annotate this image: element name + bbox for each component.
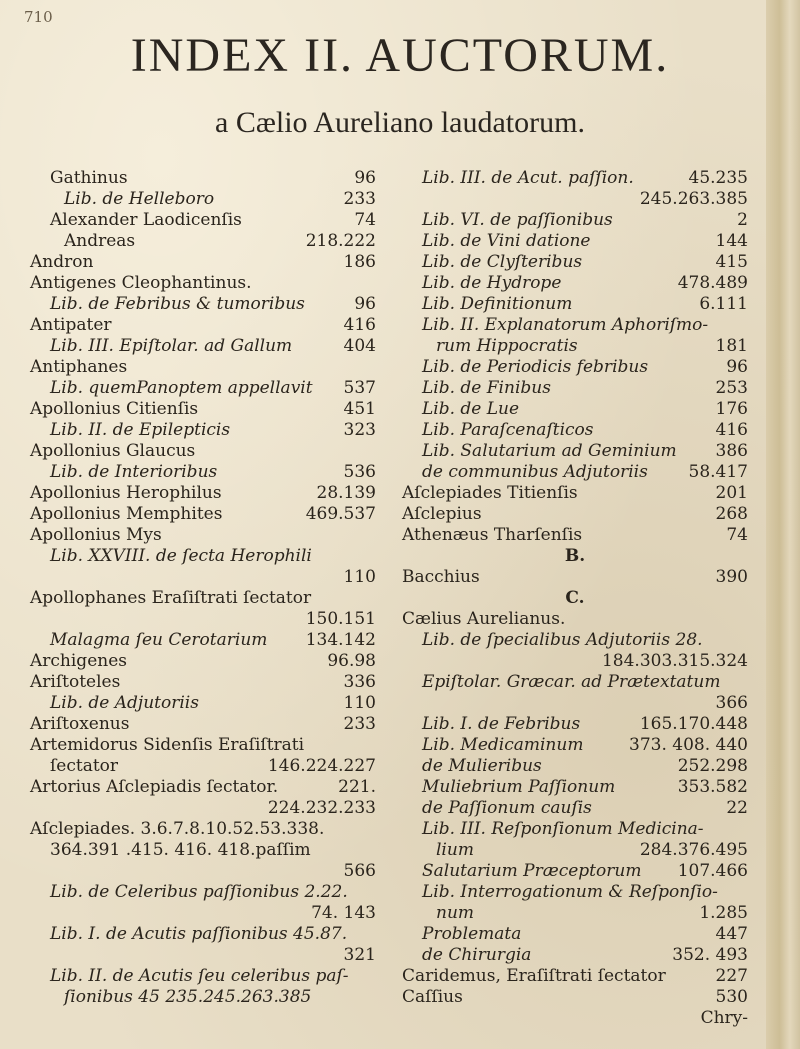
entry-text: 364.391 .415. 416. 418.paſſim xyxy=(50,840,311,860)
entry-text: Archigenes xyxy=(30,651,127,671)
entry-page-ref: 447 xyxy=(715,924,748,944)
index-entry xyxy=(30,189,376,210)
entry-page-ref: 373. 408. 440 xyxy=(629,735,748,755)
index-entry xyxy=(402,840,748,861)
page-number: 710 xyxy=(24,8,53,26)
entry-page-ref: 74 xyxy=(726,525,748,545)
entry-text: Antiphanes xyxy=(30,357,128,377)
index-entry xyxy=(402,210,748,231)
entry-page-ref: 184.303.315.324 xyxy=(601,651,748,671)
entry-text: Lib. II. de Acutis ſeu celeribus paſ- xyxy=(50,966,349,986)
index-entry xyxy=(30,504,376,525)
index-entry xyxy=(30,903,376,924)
index-entry xyxy=(30,945,376,966)
entry-page-ref: 74. 143 xyxy=(311,903,376,923)
entry-page-ref: 268 xyxy=(715,504,748,524)
entry-text: Apollonius Memphites xyxy=(30,504,223,524)
index-entry xyxy=(402,504,748,525)
entry-text: Ariſtoteles xyxy=(30,672,121,692)
index-entry xyxy=(402,252,748,273)
entry-text: Apollonius Citienſis xyxy=(30,399,199,419)
entry-text: Ariſtoxenus xyxy=(30,714,130,734)
entry-text: Problemata xyxy=(422,924,522,944)
entry-text xyxy=(402,693,748,714)
entry-text: Andron xyxy=(30,252,94,272)
index-entry xyxy=(402,882,748,903)
entry-text: Lib. I. de Febribus xyxy=(422,714,581,734)
entry-text: Apollonius Glaucus xyxy=(30,441,196,461)
entry-text: num xyxy=(436,903,475,923)
entry-page-ref: 96 xyxy=(354,294,376,314)
entry-text: de communibus Adjutoriis xyxy=(422,462,648,482)
index-entry xyxy=(402,756,748,777)
index-entry xyxy=(30,294,376,315)
section-letter: C. xyxy=(565,588,585,608)
index-entry xyxy=(402,966,748,987)
index-entry xyxy=(30,777,376,798)
entry-text: Lib. Definitionum xyxy=(422,294,573,314)
entry-page-ref: 353.582 xyxy=(677,777,748,797)
entry-text: Cælius Aurelianus. xyxy=(402,609,566,629)
entry-page-ref: 404 xyxy=(343,336,376,356)
index-entry xyxy=(30,567,376,588)
index-entry xyxy=(30,819,376,840)
index-entry xyxy=(402,945,748,966)
entry-text: de Chirurgia xyxy=(422,945,532,965)
entry-text: Caridemus, Eraſiſtrati ſectator xyxy=(402,966,666,986)
index-entry xyxy=(402,987,748,1008)
entry-page-ref: 386 xyxy=(715,441,748,461)
entry-page-ref: 415 xyxy=(715,252,748,272)
entry-text: Lib. Paraſcenaſticos xyxy=(422,420,594,440)
index-entry xyxy=(30,861,376,882)
entry-page-ref: 134.142 xyxy=(305,630,376,650)
page-edge xyxy=(766,0,800,1049)
index-entry xyxy=(30,882,376,903)
entry-page-ref: 45.235 xyxy=(688,168,748,188)
entry-text: Athenæus Tharſenſis xyxy=(402,525,583,545)
index-entry xyxy=(402,441,748,462)
entry-page-ref: 352. 493 xyxy=(672,945,748,965)
index-entry xyxy=(30,483,376,504)
entry-text: rum Hippocratis xyxy=(436,336,578,356)
entry-page-ref: 1.285 xyxy=(699,903,748,923)
entry-text: Lib. VI. de paſſionibus xyxy=(422,210,613,230)
entry-text: Lib. I. de Acutis paſſionibus 45.87. xyxy=(50,924,348,944)
index-entry xyxy=(402,399,748,420)
entry-page-ref: 110 xyxy=(343,567,376,587)
index-entry xyxy=(30,336,376,357)
entry-page-ref: 110 xyxy=(343,693,376,713)
index-entry xyxy=(30,231,376,252)
entry-text: de Paſſionum cauſis xyxy=(422,798,592,818)
entry-page-ref: 28.139 xyxy=(316,483,376,503)
index-entry xyxy=(30,525,376,546)
index-entry xyxy=(402,483,748,504)
entry-text: Apollophanes Eraſiſtrati ſectator xyxy=(30,588,312,608)
entry-page-ref: 530 xyxy=(715,987,748,1007)
entry-page-ref: 165.170.448 xyxy=(639,714,748,734)
index-entry xyxy=(402,693,748,714)
entry-page-ref: 252.298 xyxy=(677,756,748,776)
entry-text: Epiſtolar. Græcar. ad Prætextatum xyxy=(422,672,721,692)
entry-text: Lib. XXVIII. de ſecta Herophili xyxy=(50,546,312,566)
entry-text: Lib. de Helleboro xyxy=(64,189,215,209)
entry-text: Lib. de Celeribus paſſionibus 2.22. xyxy=(50,882,348,902)
entry-text: Apollonius Mys xyxy=(30,525,162,545)
entry-text: Lib. de Finibus xyxy=(422,378,551,398)
index-entry xyxy=(30,798,376,819)
index-entry xyxy=(30,168,376,189)
entry-page-ref: 176 xyxy=(715,399,748,419)
entry-text: Lib. de Vini datione xyxy=(422,231,591,251)
entry-page-ref: 96.98 xyxy=(327,651,376,671)
index-entry xyxy=(30,420,376,441)
index-entry xyxy=(402,357,748,378)
entry-text: Malagma ſeu Cerotarium xyxy=(50,630,268,650)
entry-text: Caſſius xyxy=(402,987,463,1007)
entry-text: Artorius Aſclepiadis ſectator. xyxy=(30,777,279,797)
entry-text: Lib. de Interioribus xyxy=(50,462,218,482)
entry-page-ref: 478.489 xyxy=(677,273,748,293)
index-entry xyxy=(402,903,748,924)
entry-text: Lib. de ſpecialibus Adjutoriis 28. xyxy=(422,630,703,650)
entry-page-ref: 233 xyxy=(343,189,376,209)
entry-page-ref: 536 xyxy=(343,462,376,482)
entry-text: Artemidorus Sidenſis Eraſiſtrati xyxy=(30,735,305,755)
entry-page-ref: 96 xyxy=(726,357,748,377)
entry-page-ref: 181 xyxy=(715,336,748,356)
entry-page-ref: 227 xyxy=(715,966,748,986)
entry-page-ref: 390 xyxy=(715,567,748,587)
entry-page-ref: 233 xyxy=(343,714,376,734)
index-entry xyxy=(402,1008,748,1029)
entry-page-ref: 22 xyxy=(726,798,748,818)
entry-text: lium xyxy=(436,840,474,860)
entry-page-ref: 74 xyxy=(354,210,376,230)
index-entry xyxy=(402,714,748,735)
entry-text: Lib. de Febribus & tumoribus xyxy=(50,294,305,314)
entry-text: Lib. II. de Epilepticis xyxy=(50,420,231,440)
entry-page-ref: 323 xyxy=(343,420,376,440)
entry-text: ſionibus 45 235.245.263.385 xyxy=(64,987,312,1007)
entry-page-ref: 107.466 xyxy=(677,861,748,881)
entry-text: Antipater xyxy=(30,315,112,335)
index-entry xyxy=(30,441,376,462)
entry-page-ref: Chry- xyxy=(700,1008,748,1028)
entry-text xyxy=(30,861,376,882)
index-entry xyxy=(402,861,748,882)
index-entry xyxy=(402,336,748,357)
entry-text: Lib. III. Epiſtolar. ad Gallum xyxy=(50,336,293,356)
entry-text: Lib. de Adjutoriis xyxy=(50,693,199,713)
index-entry xyxy=(402,609,748,630)
index-entry xyxy=(30,714,376,735)
index-entry xyxy=(30,378,376,399)
index-entry xyxy=(402,231,748,252)
entry-page-ref: 144 xyxy=(715,231,748,251)
left-column xyxy=(30,168,376,1038)
entry-text xyxy=(30,945,376,966)
entry-text: Lib. de Hydrope xyxy=(422,273,562,293)
page-subtitle: a Cælio Aureliano laudatorum. xyxy=(215,106,585,139)
index-entry xyxy=(402,315,748,336)
entry-page-ref: 224.232.233 xyxy=(267,798,376,818)
index-entry xyxy=(30,357,376,378)
index-entry xyxy=(30,693,376,714)
index-entry xyxy=(402,588,748,609)
entry-text: Andreas xyxy=(64,231,136,251)
entry-page-ref: 201 xyxy=(715,483,748,503)
entry-page-ref: 221. xyxy=(338,777,376,797)
entry-text: Lib. de Clyſteribus xyxy=(422,252,583,272)
index-entry xyxy=(402,735,748,756)
entry-page-ref: 2 xyxy=(737,210,748,230)
entry-page-ref: 537 xyxy=(343,378,376,398)
index-entry xyxy=(30,966,376,987)
index-entry xyxy=(30,588,376,609)
entry-page-ref: 253 xyxy=(715,378,748,398)
entry-page-ref: 284.376.495 xyxy=(639,840,748,860)
entry-text: Lib. III. Reſponſionum Medicina- xyxy=(422,819,704,839)
entry-text: Salutarium Præceptorum xyxy=(422,861,642,881)
index-entry xyxy=(30,252,376,273)
index-entry xyxy=(30,462,376,483)
entry-text: Aſclepius xyxy=(402,504,482,524)
index-entry xyxy=(402,189,748,210)
index-entry xyxy=(30,924,376,945)
entry-page-ref: 146.224.227 xyxy=(267,756,376,776)
entry-text: Antigenes Cleophantinus. xyxy=(30,273,252,293)
index-entry xyxy=(402,567,748,588)
index-entry xyxy=(402,798,748,819)
entry-text: ſectator xyxy=(50,756,119,776)
index-entry xyxy=(30,735,376,756)
entry-page-ref: 469.537 xyxy=(305,504,376,524)
entry-page-ref: 6.111 xyxy=(699,294,748,314)
entry-text: Lib. III. de Acut. paſſion. xyxy=(422,168,634,188)
entry-text xyxy=(30,567,376,588)
entry-text: Lib. II. Explanatorum Aphoriſmo- xyxy=(422,315,709,335)
entry-text: Muliebrium Paſſionum xyxy=(422,777,616,797)
section-letter: B. xyxy=(564,546,586,566)
index-entry xyxy=(402,672,748,693)
entry-text: Aſclepiades. 3.6.7.8.10.52.53.338. xyxy=(30,819,325,839)
entry-text: Gathinus xyxy=(50,168,128,188)
entry-text: de Mulieribus xyxy=(422,756,542,776)
entry-text: Lib. Salutarium ad Geminium xyxy=(422,441,677,461)
index-entry xyxy=(30,273,376,294)
entry-text: Lib. Interrogationum & Reſponſio- xyxy=(422,882,718,902)
index-entry xyxy=(402,651,748,672)
entry-text: Bacchius xyxy=(402,567,480,587)
entry-text: Alexander Laodicenſis xyxy=(50,210,242,230)
entry-page-ref: 366 xyxy=(715,693,748,713)
entry-text: Lib. de Periodicis febribus xyxy=(422,357,649,377)
entry-page-ref: 150.151 xyxy=(305,609,376,629)
entry-text: Lib. de Lue xyxy=(422,399,520,419)
entry-text: Aſclepiades Titienſis xyxy=(402,483,578,503)
entry-page-ref: 416 xyxy=(343,315,376,335)
index-entry xyxy=(402,630,748,651)
entry-text xyxy=(402,1008,748,1029)
entry-page-ref: 58.417 xyxy=(688,462,748,482)
right-column xyxy=(402,168,748,1038)
index-entry xyxy=(30,315,376,336)
index-entry xyxy=(30,399,376,420)
index-entry xyxy=(30,546,376,567)
entry-page-ref: 186 xyxy=(343,252,376,272)
entry-page-ref: 416 xyxy=(715,420,748,440)
index-entry xyxy=(30,630,376,651)
index-entry xyxy=(402,273,748,294)
entry-page-ref: 245.263.385 xyxy=(639,189,748,209)
index-entry xyxy=(402,168,748,189)
index-entry xyxy=(402,546,748,567)
index-entry xyxy=(30,609,376,630)
index-entry xyxy=(30,987,376,1008)
index-entry xyxy=(402,378,748,399)
entry-text: Lib. Medicaminum xyxy=(422,735,584,755)
index-entry xyxy=(402,420,748,441)
index-entry xyxy=(402,525,748,546)
index-entry xyxy=(402,819,748,840)
page-title: INDEX II. AUCTORUM. xyxy=(130,29,670,82)
index-entry xyxy=(30,756,376,777)
entry-page-ref: 566 xyxy=(343,861,376,881)
entry-page-ref: 96 xyxy=(354,168,376,188)
entry-page-ref: 321 xyxy=(343,945,376,965)
index-entry xyxy=(30,672,376,693)
index-entry xyxy=(402,924,748,945)
index-entry xyxy=(30,210,376,231)
entry-text: Apollonius Herophilus xyxy=(30,483,222,503)
entry-page-ref: 451 xyxy=(343,399,376,419)
index-entry xyxy=(30,651,376,672)
index-entry xyxy=(402,777,748,798)
entry-page-ref: 336 xyxy=(343,672,376,692)
entry-text: Lib. quemPanoptem appellavit xyxy=(50,378,313,398)
index-entry xyxy=(402,294,748,315)
index-entry xyxy=(30,840,376,861)
index-entry xyxy=(402,462,748,483)
entry-page-ref: 218.222 xyxy=(305,231,376,251)
